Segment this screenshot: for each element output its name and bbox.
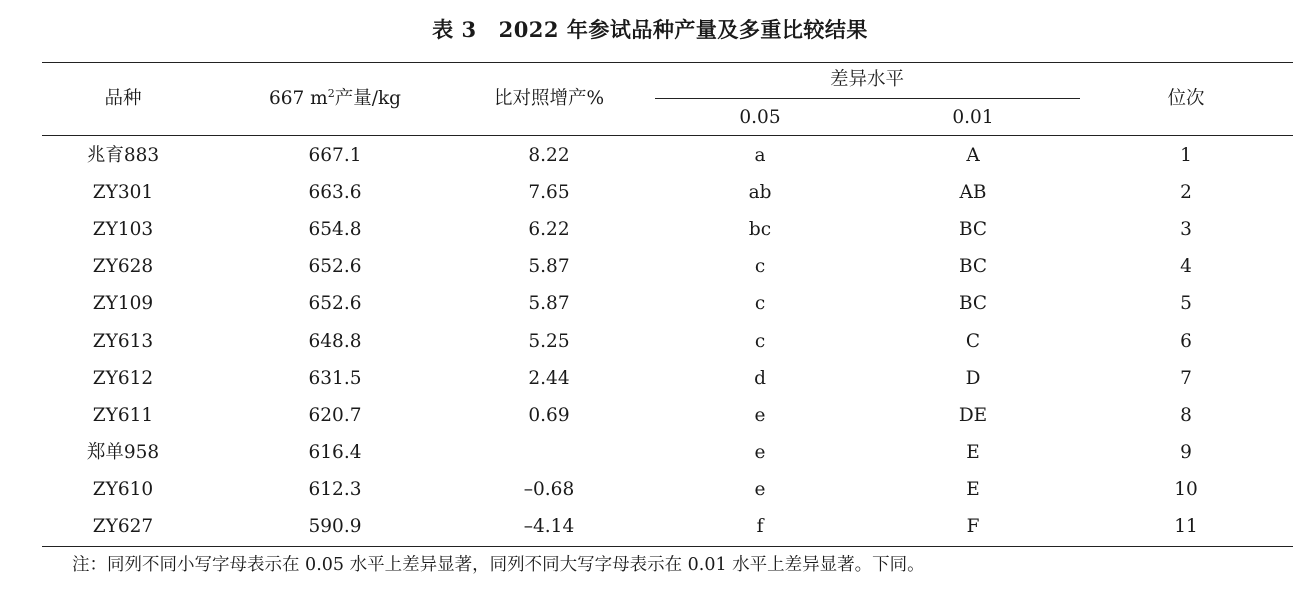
cell-increase: 8.22 [528, 145, 570, 166]
cell-increase: 7.65 [528, 182, 570, 204]
cell-yield: 616.4 [308, 441, 362, 463]
header-yield-sup: 2 [327, 87, 335, 100]
cell-sig-005: e [754, 478, 766, 500]
cell-yield: 620.7 [308, 404, 362, 426]
cell-sig-005: bc [748, 219, 772, 241]
cell-variety: ZY103 [92, 219, 154, 241]
cell-variety: 兆育883 [86, 145, 160, 166]
cell-sig-005: f [756, 516, 764, 537]
cell-variety: ZY613 [92, 330, 154, 352]
cell-sig-001: E [966, 478, 980, 500]
cell-rank: 9 [1180, 441, 1192, 463]
cell-sig-005: c [754, 330, 766, 352]
cell-variety: ZY109 [92, 293, 154, 315]
cell-yield: 648.8 [308, 330, 362, 352]
header-level-001: 0.01 [952, 107, 994, 128]
header-yield [269, 87, 401, 111]
cell-rank: 8 [1180, 404, 1192, 426]
cell-sig-005: e [754, 404, 766, 426]
cell-yield: 667.1 [308, 145, 362, 166]
cell-sig-001: BC [958, 219, 988, 241]
cell-rank: 7 [1180, 367, 1192, 389]
cell-rank: 10 [1174, 478, 1198, 500]
cell-increase: 2.44 [528, 367, 570, 389]
cell-rank: 1 [1180, 145, 1192, 166]
cell-yield: 631.5 [308, 367, 362, 389]
cell-variety: ZY301 [92, 182, 154, 204]
cell-increase: 5.87 [528, 293, 570, 315]
cell-rank: 6 [1180, 330, 1192, 352]
cell-variety: 郑单958 [86, 441, 160, 463]
cell-variety: ZY611 [92, 404, 154, 426]
header-level-005: 0.05 [739, 107, 781, 128]
cell-sig-001: E [966, 441, 980, 463]
cell-variety: ZY610 [92, 478, 154, 500]
cell-yield: 652.6 [308, 293, 362, 315]
cell-increase: 5.25 [528, 330, 570, 352]
header-increase: 比对照增产% [493, 88, 605, 109]
cell-variety: ZY628 [92, 256, 154, 278]
cell-variety: ZY612 [92, 367, 154, 389]
cell-rank: 5 [1180, 293, 1192, 315]
table-caption [0, 14, 1300, 44]
significance-rule [655, 98, 1080, 99]
cell-increase: 0.69 [528, 404, 570, 426]
table-number: 表 3 [432, 17, 477, 42]
table-title: 2022 年参试品种产量及多重比较结果 [498, 17, 868, 42]
cell-sig-005: c [754, 256, 766, 278]
header-rule [42, 135, 1293, 136]
cell-sig-005: d [754, 367, 766, 389]
cell-rank: 3 [1180, 219, 1192, 241]
cell-sig-001: A [966, 145, 980, 166]
header-significance: 差异水平 [829, 69, 905, 90]
header-rank: 位次 [1167, 88, 1205, 109]
bottom-rule [42, 546, 1293, 547]
cell-sig-005: a [754, 145, 766, 166]
cell-variety: ZY627 [92, 516, 154, 537]
cell-sig-001: DE [958, 404, 988, 426]
cell-increase: –4.14 [523, 516, 575, 537]
cell-sig-001: AB [959, 182, 987, 204]
header-yield-prefix: 667 m [268, 88, 328, 109]
cell-sig-001: BC [958, 256, 988, 278]
cell-increase: 6.22 [528, 219, 570, 241]
cell-yield: 654.8 [308, 219, 362, 241]
cell-sig-005: e [754, 441, 766, 463]
cell-rank: 2 [1180, 182, 1192, 204]
cell-sig-001: F [966, 516, 980, 537]
cell-yield: 652.6 [308, 256, 362, 278]
cell-yield: 590.9 [308, 516, 362, 537]
header-yield-suffix: 产量/kg [334, 88, 402, 109]
top-rule [42, 62, 1293, 63]
table-note: 注：同列不同小写字母表示在 0.05 水平上差异显著，同列不同大写字母表示在 0.01 水平上差异显著。下同。 [72, 555, 925, 575]
cell-increase: 5.87 [528, 256, 570, 278]
cell-sig-005: c [754, 293, 766, 315]
cell-sig-001: BC [958, 293, 988, 315]
cell-yield: 663.6 [308, 182, 362, 204]
cell-sig-001: D [965, 367, 981, 389]
cell-sig-001: C [965, 330, 981, 352]
cell-rank: 4 [1180, 256, 1192, 278]
cell-sig-005: ab [748, 182, 772, 204]
header-variety: 品种 [104, 88, 142, 109]
cell-rank: 11 [1174, 516, 1198, 537]
cell-increase: –0.68 [523, 478, 575, 500]
cell-yield: 612.3 [308, 478, 362, 500]
